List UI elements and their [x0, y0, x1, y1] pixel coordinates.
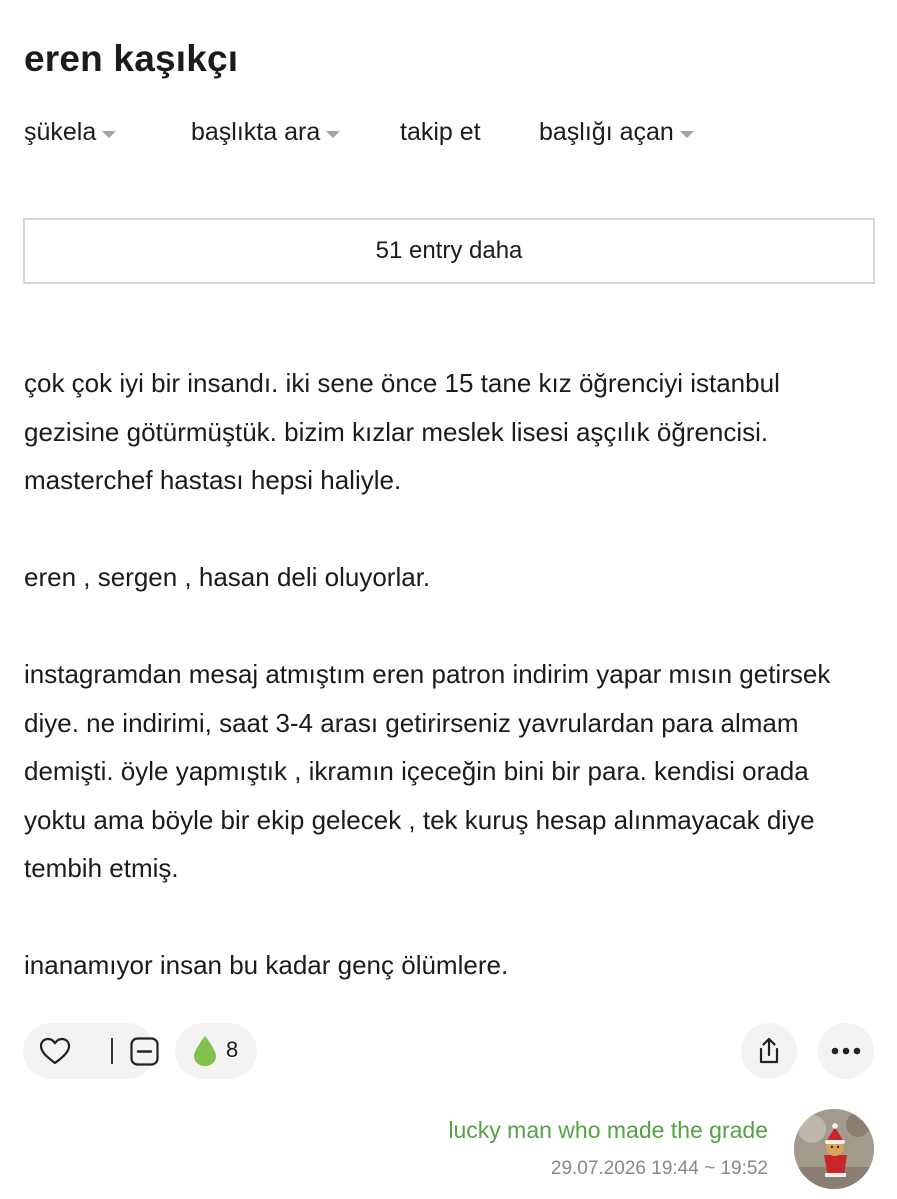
entry-paragraph: çok çok iyi bir insandı. iki sene önce 15 tane kız öğrenciyi istanbul gezisine götürmüştük. bizim kızlar meslek lisesi aşçılık öğrencisi. masterchef hastası hepsi haliyle.	[24, 368, 780, 495]
vote-divider	[111, 1038, 113, 1064]
author-avatar[interactable]	[794, 1109, 874, 1189]
more-entries-button[interactable]: 51 entry daha	[23, 218, 875, 284]
vote-group	[23, 1023, 155, 1079]
chevron-down-icon	[680, 131, 694, 138]
favorite-count: 8	[226, 1037, 239, 1062]
heart-outline-icon[interactable]	[39, 1037, 71, 1065]
chevron-down-icon	[326, 131, 340, 138]
entry-paragraph: instagramdan mesaj atmıştım eren patron indirim yapar mısın getirsek diye. ne indirimi, saat 3-4 arası getirirseniz yavrulardan para almam demişti. öyle yapmıştık , ikramın içeceğin bini bir para. kendisi orada yoktu ama böyle bir ekip gelecek , tek kuruş hesap alınmayacak diye tembih etmiş.	[24, 659, 831, 883]
follow-button-label: takip et	[400, 118, 481, 146]
share-button[interactable]	[741, 1023, 797, 1079]
entry-author[interactable]: lucky man who made the grade	[448, 1117, 768, 1143]
favorite-button[interactable]	[175, 1023, 257, 1079]
topic-creator-dropdown[interactable]	[539, 118, 694, 147]
entry-content	[24, 359, 874, 990]
sort-dropdown[interactable]	[24, 118, 116, 147]
entry-actions	[0, 1023, 897, 1079]
sort-dropdown-label: şükela	[24, 118, 97, 146]
entry-paragraph: eren , sergen , hasan deli oluyorlar.	[24, 562, 431, 592]
minus-square-icon[interactable]	[130, 1037, 159, 1066]
green-drop-icon	[192, 1035, 218, 1067]
follow-button[interactable]	[400, 118, 481, 147]
search-in-topic-label: başlıkta ara	[191, 118, 321, 146]
topic-creator-label: başlığı açan	[539, 118, 674, 146]
cat-avatar	[794, 1109, 874, 1189]
entry-paragraph: inanamıyor insan bu kadar genç ölümlere.	[24, 950, 509, 980]
more-horizontal-icon	[831, 1047, 861, 1055]
chevron-down-icon	[102, 131, 116, 138]
search-in-topic-dropdown[interactable]	[191, 118, 340, 147]
more-options-button[interactable]	[818, 1023, 874, 1079]
share-icon	[757, 1037, 781, 1065]
topic-title[interactable]: eren kaşıkçı	[24, 38, 239, 79]
entry-date[interactable]: 29.07.2026 19:44 ~ 19:52	[550, 1158, 768, 1179]
